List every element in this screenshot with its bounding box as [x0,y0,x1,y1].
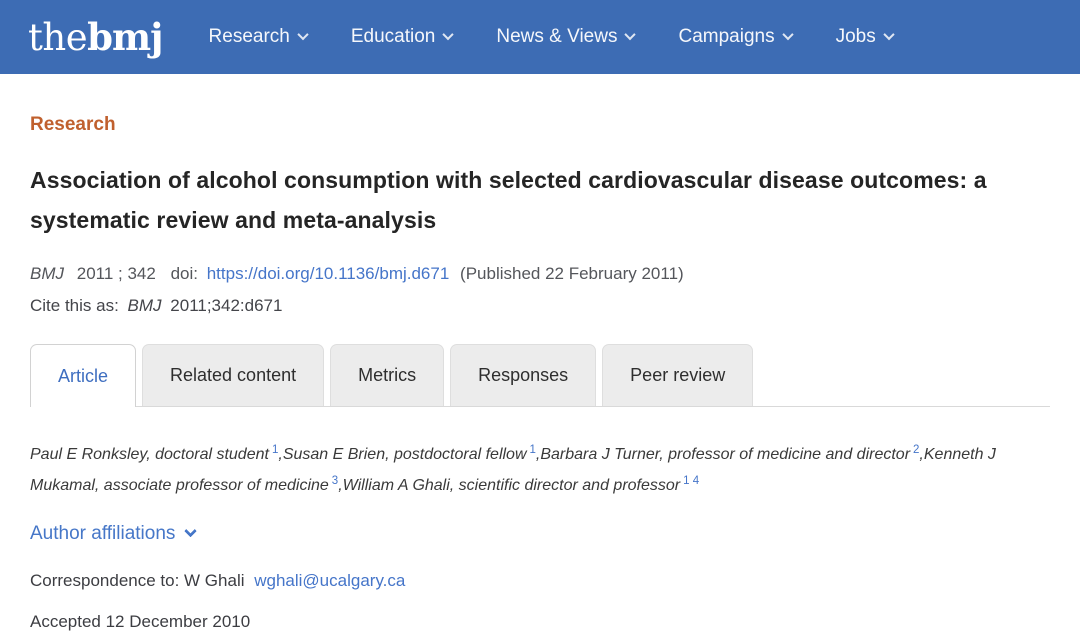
tab[interactable] [330,344,444,406]
author-separator: , [535,446,541,463]
nav-item-label: News & Views [496,26,618,47]
tab-label: Peer review [630,365,726,385]
tab-label: Responses [478,365,569,385]
nav-item-label: Campaigns [678,26,775,47]
author-affiliation-sup[interactable]: 3 [331,474,339,487]
citation-journal: BMJ [30,264,64,283]
doi-link[interactable]: https://doi.org/10.1136/bmj.d671 [206,264,450,283]
tab[interactable] [450,344,596,406]
tab-label: Article [58,365,109,386]
nav-item[interactable] [836,26,893,48]
nav-item[interactable] [678,26,791,48]
citation-volume: 2011 ; 342 [76,264,156,283]
chevron-down-icon [782,28,793,39]
article-title: Association of alcohol consumption with selected cardiovascular disease outcomes: a systematic review and meta-analysis [30,167,987,233]
chevron-down-icon [185,524,198,537]
author [282,443,541,463]
citation-line [30,260,1050,288]
author-affiliation-sup[interactable]: 1 [529,443,536,456]
cite-as-line [30,292,1050,320]
bmj-logo-prefix: the [28,15,88,59]
author-separator: , [919,446,924,463]
bmj-logo-bold: bmj [87,14,163,59]
tab[interactable] [602,344,753,406]
chevron-down-icon [297,28,308,39]
author-affiliations-label: Author affiliations [30,523,176,544]
author [30,443,283,463]
author-affiliation-sup[interactable]: 1 4 [683,474,700,487]
cite-as-prefix: Cite this as: [30,296,119,315]
author [342,474,700,494]
nav-item-label: Research [208,26,290,47]
author-name-role: Susan E Brien, postdoctoral fellow [282,446,527,463]
nav-item[interactable] [209,26,307,48]
tab[interactable] [30,344,136,407]
chevron-down-icon [443,28,454,39]
bmj-logo[interactable] [28,14,163,59]
author-separator: , [278,446,283,463]
article-page [0,114,1080,632]
primary-nav [209,26,893,48]
nav-item[interactable] [351,26,453,48]
tab[interactable] [142,344,324,406]
accepted-date: Accepted 12 December 2010 [30,612,251,631]
author-affiliation-sup[interactable]: 2 [913,443,920,456]
citation-published: (Published 22 February 2011) [460,264,684,283]
author-separator: , [338,477,343,494]
author [540,443,924,463]
author-name-role: William A Ghali, scientific director and professor [342,477,681,494]
citation-doi-label: doi: [170,264,198,283]
correspondence-line [30,571,1050,591]
chevron-down-icon [625,28,636,39]
author-affiliations-toggle[interactable] [30,523,195,545]
top-navigation-bar [0,0,1080,74]
nav-item-label: Jobs [835,26,876,47]
chevron-down-icon [883,28,894,39]
author-list [30,439,1050,501]
tab-label: Metrics [358,365,417,385]
article-tabbar [30,344,1050,407]
section-label: Research [30,114,116,135]
author-name-role: Barbara J Turner, professor of medicine and director [540,446,911,463]
correspondence-prefix: Correspondence to: W Ghali [30,571,245,590]
author-affiliation-sup[interactable]: 1 [271,443,279,456]
correspondence-email-link[interactable]: wghali@ucalgary.ca [254,571,406,590]
author-name-role: Paul E Ronksley, doctoral student [30,446,269,463]
author-name-role: Kenneth J Mukamal, associate professor of medicine [30,446,996,494]
cite-as-journal: BMJ [127,296,162,315]
tab-label: Related content [170,365,297,385]
cite-as-ref: 2011;342:d671 [170,296,283,315]
nav-item-label: Education [350,26,436,47]
nav-item[interactable] [496,26,634,48]
